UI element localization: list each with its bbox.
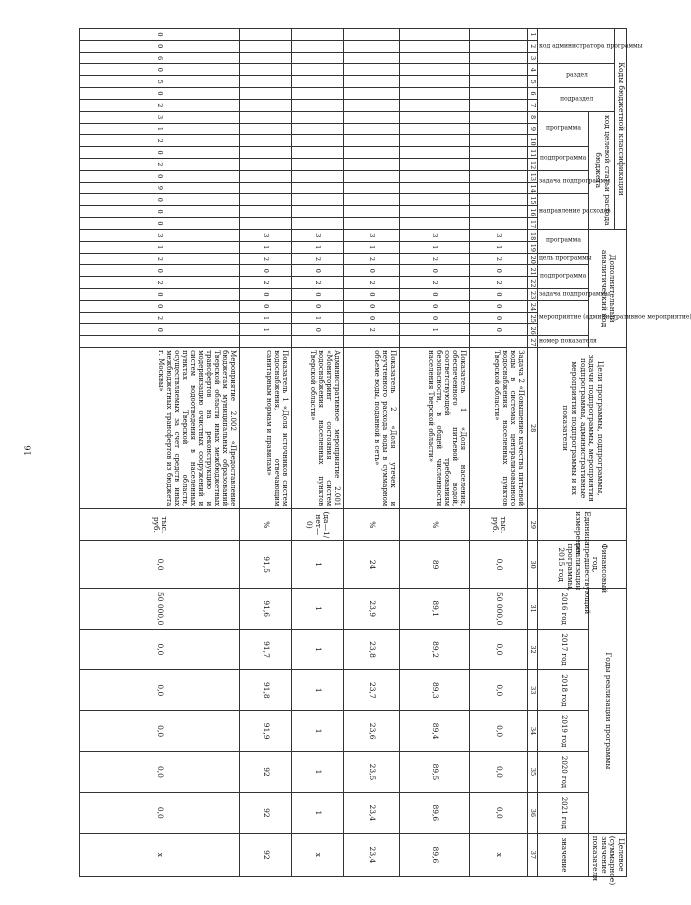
code-cell	[344, 135, 400, 147]
code-cell	[400, 40, 470, 52]
code-cell	[344, 123, 400, 135]
previous-year-value: 24	[344, 541, 400, 588]
years-header: Годы реализации программы	[589, 588, 627, 833]
target-article-header: код целевой статьи расхода бюджета	[589, 111, 615, 229]
code-cell: 0	[80, 40, 240, 52]
year-value: 0,0	[80, 792, 240, 833]
year-value: 1	[292, 752, 344, 793]
code-cell: 5	[80, 76, 240, 88]
article-task-header: задача подпрограммы	[538, 170, 589, 194]
target-value-header: значение	[538, 833, 589, 876]
code-cell	[240, 40, 292, 52]
code-cell	[344, 52, 400, 64]
program-table	[60, 28, 691, 886]
code-cell: 0	[470, 324, 528, 336]
column-number: 25	[528, 312, 538, 324]
code-cell	[344, 218, 400, 230]
code-cell	[470, 135, 528, 147]
code-cell: 1	[292, 312, 344, 324]
code-cell	[292, 336, 344, 348]
year-header: 2020 год	[538, 752, 589, 793]
analytic-subprogram-header: подпрограмма	[538, 265, 589, 289]
target-value: х	[80, 833, 240, 876]
code-cell: 0	[344, 289, 400, 301]
code-cell	[292, 147, 344, 159]
code-cell	[344, 111, 400, 123]
code-cell	[470, 88, 528, 100]
code-cell	[470, 158, 528, 170]
code-cell: 2	[344, 277, 400, 289]
target-value: 23,4	[344, 833, 400, 876]
code-cell: 0	[292, 289, 344, 301]
code-cell	[240, 76, 292, 88]
code-cell	[470, 336, 528, 348]
year-value: 1	[292, 629, 344, 670]
code-cell: 0	[80, 265, 240, 277]
column-number: 27	[528, 336, 538, 348]
year-value: 0,0	[470, 711, 528, 752]
year-value: 50 000,0	[80, 588, 240, 629]
column-number: 24	[528, 300, 538, 312]
column-number: 1	[528, 29, 538, 41]
previous-year-value: 1	[292, 541, 344, 588]
code-cell: 2	[344, 253, 400, 265]
column-number: 29	[528, 509, 538, 541]
column-number: 12	[528, 158, 538, 170]
code-cell: 2	[292, 277, 344, 289]
column-number: 20	[528, 253, 538, 265]
code-cell	[470, 99, 528, 111]
subsection-header: подраздел	[538, 88, 615, 112]
target-value: х	[470, 833, 528, 876]
code-cell: 1	[80, 241, 240, 253]
column-number: 13	[528, 170, 538, 182]
code-cell	[400, 218, 470, 230]
code-cell	[292, 135, 344, 147]
code-cell: 6	[80, 52, 240, 64]
year-value: 23,4	[344, 792, 400, 833]
code-cell	[470, 123, 528, 135]
year-value: 89,1	[400, 588, 470, 629]
code-cell: 2	[80, 253, 240, 265]
code-cell	[344, 64, 400, 76]
code-cell: 1	[292, 241, 344, 253]
year-value: 89,5	[400, 752, 470, 793]
year-value: 1	[292, 711, 344, 752]
code-cell	[292, 206, 344, 218]
code-cell	[470, 194, 528, 206]
item-name: Мероприятие 2.002 «Предоставление бюджетам муниципальных образований Тверской области иных межбюджетных трансфертов на реконструкцию и модернизацию очистных сооружений и систем водоотведения в населенных пунктах Тверской области, осуществляемых за счет средств иных межбюджетных трансфертов из бюджета г. Москвы»	[80, 348, 240, 509]
column-number: 26	[528, 324, 538, 336]
code-cell	[240, 218, 292, 230]
year-value: 1	[292, 588, 344, 629]
year-header: 2016 год	[538, 588, 589, 629]
code-cell: 0	[400, 289, 470, 301]
year-value: 0,0	[470, 752, 528, 793]
code-cell	[240, 64, 292, 76]
code-cell: 2	[80, 312, 240, 324]
code-cell	[344, 170, 400, 182]
code-cell	[470, 40, 528, 52]
code-cell: 2	[80, 277, 240, 289]
code-cell: 0	[80, 324, 240, 336]
table-row	[240, 29, 292, 877]
code-cell	[292, 218, 344, 230]
code-cell	[292, 170, 344, 182]
year-value: 23,9	[344, 588, 400, 629]
year-header: 2021 год	[538, 792, 589, 833]
column-number: 15	[528, 194, 538, 206]
code-cell: 0	[292, 300, 344, 312]
code-cell	[400, 336, 470, 348]
previous-year-value: 91,5	[240, 541, 292, 588]
code-cell	[470, 206, 528, 218]
column-number: 35	[528, 752, 538, 793]
code-cell	[400, 135, 470, 147]
code-cell	[344, 99, 400, 111]
code-cell	[240, 170, 292, 182]
column-number: 10	[528, 135, 538, 147]
year-value: 23,7	[344, 670, 400, 711]
year-value: 92	[240, 792, 292, 833]
code-cell	[292, 29, 344, 41]
unit-cell: тыс. руб.	[470, 509, 528, 541]
year-value: 0,0	[80, 711, 240, 752]
code-cell	[400, 194, 470, 206]
code-cell: 0	[80, 29, 240, 41]
code-cell	[470, 52, 528, 64]
admin-code-header: код администратора программы	[538, 29, 615, 64]
column-number: 9	[528, 123, 538, 135]
code-cell	[292, 123, 344, 135]
code-cell: 0	[470, 289, 528, 301]
item-name: Показатель 2 «Доля утечек и неучтенного расхода воды в суммарном объеме воды, поданной в сеть»	[344, 348, 400, 509]
code-cell	[400, 64, 470, 76]
code-cell: 9	[80, 182, 240, 194]
code-cell: 0	[400, 312, 470, 324]
code-cell: 0	[240, 265, 292, 277]
year-header: 2017 год	[538, 629, 589, 670]
page-number: 16	[23, 445, 33, 456]
item-name: Административное мероприятие 2.001 «Мониторинг состояния систем водоснабжения населенных пунктов Тверской области»	[292, 348, 344, 509]
year-value: 91,9	[240, 711, 292, 752]
year-value: 89,2	[400, 629, 470, 670]
year-value: 0,0	[80, 629, 240, 670]
year-value: 89,3	[400, 670, 470, 711]
column-number: 19	[528, 241, 538, 253]
column-number: 32	[528, 629, 538, 670]
article-direction-header: направление расходов	[538, 194, 589, 230]
year-value: 92	[240, 752, 292, 793]
code-cell	[240, 135, 292, 147]
column-number: 18	[528, 229, 538, 241]
code-cell: 0	[400, 300, 470, 312]
code-cell	[400, 88, 470, 100]
code-cell	[292, 88, 344, 100]
target-header: Целевое (суммарное) значение показателя	[589, 833, 627, 876]
table-row	[470, 29, 528, 877]
year-value: 50 000,0	[470, 588, 528, 629]
code-cell	[240, 336, 292, 348]
code-cell	[470, 147, 528, 159]
article-subprogram-header: подпрограмма	[538, 147, 589, 171]
code-cell	[400, 147, 470, 159]
code-cell	[344, 88, 400, 100]
code-cell: 1	[470, 241, 528, 253]
code-cell	[400, 111, 470, 123]
column-number: 34	[528, 711, 538, 752]
code-cell: 0	[80, 64, 240, 76]
code-cell	[344, 158, 400, 170]
year-value: 89,6	[400, 792, 470, 833]
code-cell	[240, 111, 292, 123]
code-cell: 3	[240, 229, 292, 241]
column-number: 17	[528, 218, 538, 230]
section-header: раздел	[538, 64, 615, 88]
code-cell: 1	[240, 324, 292, 336]
code-cell	[240, 52, 292, 64]
code-cell: 3	[400, 229, 470, 241]
unit-cell: %	[240, 509, 292, 541]
code-cell	[344, 40, 400, 52]
code-cell	[292, 52, 344, 64]
year-value: 0,0	[470, 670, 528, 711]
column-number: 11	[528, 147, 538, 159]
code-cell: 1	[80, 123, 240, 135]
code-cell	[240, 194, 292, 206]
code-cell	[470, 218, 528, 230]
code-cell: 2	[400, 277, 470, 289]
analytic-measure-header: мероприятие (административное мероприятие)	[538, 300, 589, 335]
code-cell: 0	[470, 312, 528, 324]
code-cell: 0	[80, 289, 240, 301]
code-cell: 0	[470, 300, 528, 312]
code-cell: 3	[80, 111, 240, 123]
code-cell: 0	[240, 289, 292, 301]
code-cell	[400, 29, 470, 41]
code-cell: 0	[80, 170, 240, 182]
analytic-indicator-header: номер показателя	[538, 336, 589, 348]
code-cell: 0	[292, 265, 344, 277]
code-cell: 0	[400, 265, 470, 277]
code-cell: 3	[344, 229, 400, 241]
code-cell: 3	[292, 229, 344, 241]
code-cell: 0	[344, 312, 400, 324]
code-cell: 1	[240, 312, 292, 324]
column-number: 23	[528, 289, 538, 301]
code-cell: 0	[240, 300, 292, 312]
unit-header: Единица измерения	[538, 509, 627, 541]
table-row	[344, 29, 400, 877]
code-cell: 0	[80, 194, 240, 206]
code-cell	[240, 99, 292, 111]
previous-year-header: Финансовый год, предшествующий реализации программы, 2015 год	[538, 541, 627, 588]
code-cell	[400, 99, 470, 111]
code-cell	[344, 182, 400, 194]
column-number: 2	[528, 40, 538, 52]
unit-cell: %	[400, 509, 470, 541]
code-cell: 0	[80, 300, 240, 312]
code-cell	[240, 88, 292, 100]
table-row	[400, 29, 470, 877]
code-cell	[292, 182, 344, 194]
year-value: 23,5	[344, 752, 400, 793]
item-name: Показатель 1 «Доля населения, обеспеченного питьевой водой, соответствующей требованиям безопасности, в общей численности населения Тверской области»	[400, 348, 470, 509]
year-header: 2018 год	[538, 670, 589, 711]
unit-cell: (да—1/нет—0)	[292, 509, 344, 541]
year-header: 2019 год	[538, 711, 589, 752]
year-value: 1	[292, 792, 344, 833]
year-value: 0,0	[470, 629, 528, 670]
code-cell: 3	[470, 229, 528, 241]
column-number: 4	[528, 64, 538, 76]
column-number: 28	[528, 348, 538, 509]
code-cell: 0	[292, 324, 344, 336]
code-cell	[240, 158, 292, 170]
code-cell	[344, 336, 400, 348]
code-cell	[80, 336, 240, 348]
year-value: 91,8	[240, 670, 292, 711]
code-cell: 2	[80, 158, 240, 170]
code-cell	[240, 29, 292, 41]
code-cell	[400, 182, 470, 194]
code-cell	[292, 99, 344, 111]
code-cell: 1	[400, 241, 470, 253]
year-value: 0,0	[80, 670, 240, 711]
code-cell: 2	[240, 277, 292, 289]
code-cell	[400, 170, 470, 182]
code-cell	[292, 76, 344, 88]
analytic-program-header: программа	[538, 229, 589, 253]
code-cell: 1	[240, 241, 292, 253]
table-row	[292, 29, 344, 877]
code-cell	[470, 29, 528, 41]
unit-cell: тыс. руб.	[80, 509, 240, 541]
code-cell	[344, 76, 400, 88]
code-cell: 1	[344, 241, 400, 253]
year-value: 23,6	[344, 711, 400, 752]
unit-cell: %	[344, 509, 400, 541]
code-cell: 2	[240, 253, 292, 265]
target-value: 89,6	[400, 833, 470, 876]
budget-classification-header: Коды бюджетной классификации	[615, 29, 627, 230]
code-cell	[400, 52, 470, 64]
code-cell	[240, 182, 292, 194]
code-cell: 2	[344, 324, 400, 336]
year-value: 0,0	[470, 792, 528, 833]
code-cell: 0	[470, 265, 528, 277]
previous-year-value: 0,0	[470, 541, 528, 588]
code-cell	[400, 123, 470, 135]
code-cell: 2	[470, 253, 528, 265]
column-number: 8	[528, 111, 538, 123]
code-cell	[470, 111, 528, 123]
previous-year-value: 0,0	[80, 541, 240, 588]
code-cell: 2	[400, 253, 470, 265]
code-cell: 2	[80, 99, 240, 111]
analytic-goal-header: цель программы	[538, 253, 589, 265]
code-cell: 1	[400, 324, 470, 336]
table-row	[80, 29, 240, 877]
column-number: 33	[528, 670, 538, 711]
analytic-code-header: Дополнительный аналитический код	[589, 229, 627, 347]
code-cell	[470, 64, 528, 76]
code-cell	[344, 29, 400, 41]
target-value: 92	[240, 833, 292, 876]
code-cell: 0	[80, 88, 240, 100]
code-cell	[470, 182, 528, 194]
code-cell	[400, 76, 470, 88]
code-cell	[470, 76, 528, 88]
code-cell	[240, 206, 292, 218]
column-number: 30	[528, 541, 538, 588]
code-cell	[292, 194, 344, 206]
code-cell: 2	[292, 253, 344, 265]
program-goal-header: Цели программы, подпрограммы, задачи подпрограммы, мероприятия подпрограммы, административные мероприятия подпрограммы и их показатели	[538, 348, 627, 509]
year-value: 91,6	[240, 588, 292, 629]
column-number: 16	[528, 206, 538, 218]
item-name: Задача 2 «Повышение качества питьевой воды в системах централизованного водоснабжения населенных пунктов Тверской области»	[470, 348, 528, 509]
code-cell	[240, 123, 292, 135]
column-number: 21	[528, 265, 538, 277]
column-number: 6	[528, 88, 538, 100]
column-number: 22	[528, 277, 538, 289]
code-cell: 0	[80, 218, 240, 230]
column-number: 5	[528, 76, 538, 88]
column-number: 14	[528, 182, 538, 194]
item-name: Показатель 1 «Доля источников систем водоснабжения, отвечающим санитарным нормам и правилам»	[240, 348, 292, 509]
code-cell: 2	[80, 135, 240, 147]
year-value: 1	[292, 670, 344, 711]
analytic-task-header: задача подпрограммы	[538, 289, 589, 301]
code-cell	[344, 206, 400, 218]
code-cell	[292, 40, 344, 52]
column-number: 31	[528, 588, 538, 629]
column-number: 36	[528, 792, 538, 833]
previous-year-value: 89	[400, 541, 470, 588]
year-value: 23,8	[344, 629, 400, 670]
code-cell	[470, 170, 528, 182]
code-cell: 0	[344, 265, 400, 277]
code-cell: 3	[80, 229, 240, 241]
code-cell	[292, 111, 344, 123]
code-cell: 0	[344, 300, 400, 312]
code-cell	[400, 158, 470, 170]
year-value: 91,7	[240, 629, 292, 670]
code-cell: 0	[80, 206, 240, 218]
year-value: 0,0	[80, 752, 240, 793]
article-program-header: программа	[538, 111, 589, 146]
code-cell	[292, 158, 344, 170]
code-cell	[292, 64, 344, 76]
code-cell: 0	[80, 147, 240, 159]
column-number: 3	[528, 52, 538, 64]
column-number: 7	[528, 99, 538, 111]
code-cell: 2	[470, 277, 528, 289]
code-cell	[344, 194, 400, 206]
code-cell	[400, 206, 470, 218]
code-cell	[344, 147, 400, 159]
column-number: 37	[528, 833, 538, 876]
target-value: х	[292, 833, 344, 876]
year-value: 89,4	[400, 711, 470, 752]
code-cell	[240, 147, 292, 159]
